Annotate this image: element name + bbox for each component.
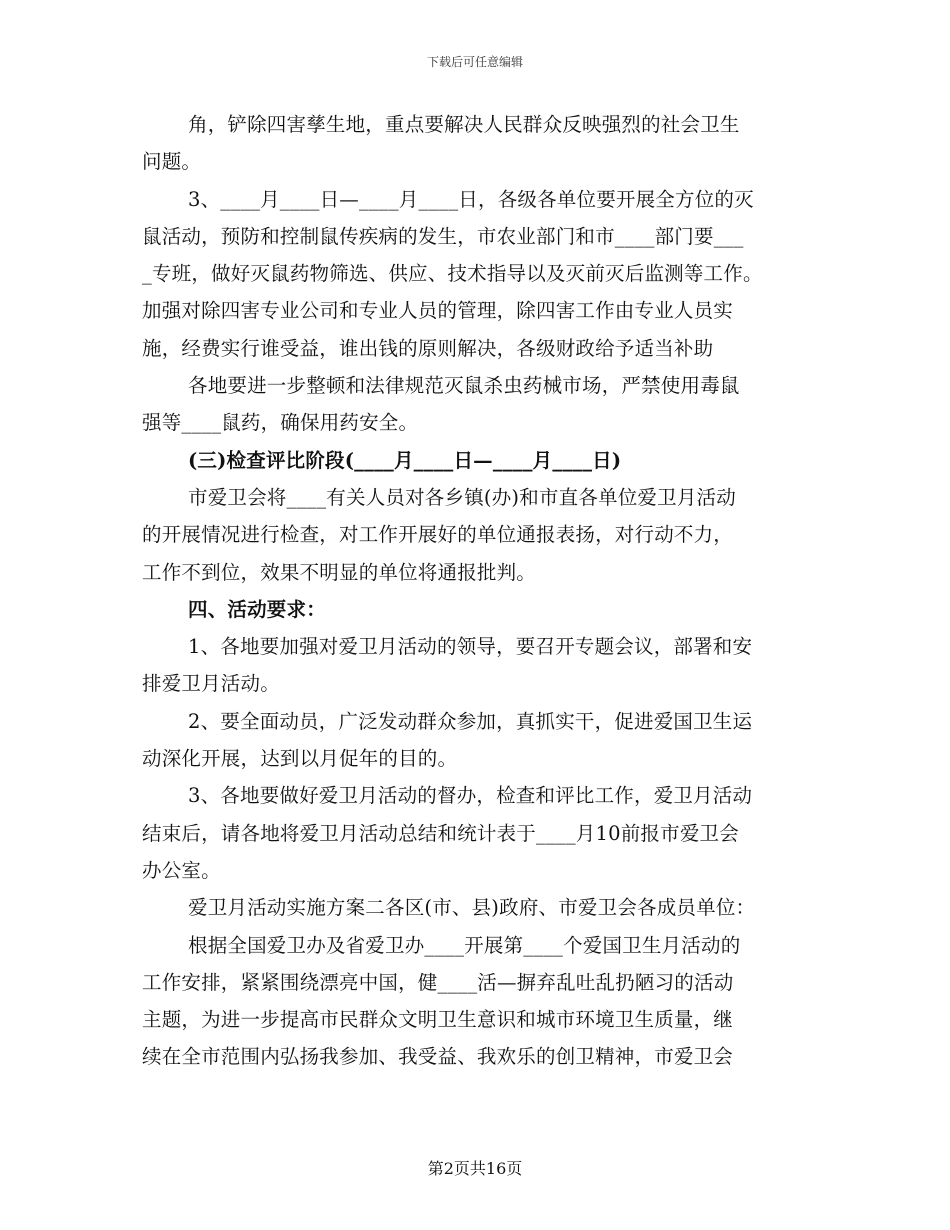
- text-line: 2、要全面动员，广泛发动群众参加，真抓实干，促进爱国卫生运: [188, 709, 753, 733]
- text-line: (三)检查评比阶段(____月____日—____月____日): [188, 448, 622, 472]
- text-line: 工作不到位，效果不明显的单位将通报批判。: [142, 560, 537, 584]
- text-line: 办公室。: [142, 858, 221, 882]
- text-line: 角，铲除四害孳生地，重点要解决人民群众反映强烈的社会卫生: [188, 113, 740, 136]
- text-line: 加强对除四害专业公司和专业人员的管理，除四害工作由专业人员实: [142, 299, 734, 323]
- page-footer: 第2页共16页: [427, 1159, 523, 1178]
- text-line: 四、活动要求：: [188, 597, 326, 621]
- text-line: 1、各地要加强对爱卫月活动的领导，要召开专题会议，部署和安: [188, 635, 753, 659]
- text-line: 问题。: [142, 150, 202, 174]
- page-header: 下载后可任意编辑: [426, 55, 523, 69]
- text-line: 3、各地要做好爱卫月活动的督办，检查和评比工作，爱卫月活动: [188, 784, 753, 808]
- text-line: 市爱卫会将____有关人员对各乡镇(办)和市直各单位爱卫月活动: [188, 485, 736, 509]
- text-line: 工作安排，紧紧围绕漂亮中国，健____活—摒弃乱吐乱扔陋习的活动: [142, 970, 734, 994]
- text-line: 结束后，请各地将爱卫月活动总结和统计表于____月10前报市爱卫会: [142, 821, 739, 845]
- text-line: _专班，做好灭鼠药物筛选、供应、技术指导以及灭前灭后监测等工作。: [142, 262, 763, 286]
- text-line: 强等____鼠药，确保用药安全。: [142, 411, 419, 435]
- text-line: 3、____月____日—____月____日，各级各单位要开展全方位的灭: [188, 187, 754, 211]
- document-body: [142, 106, 818, 1076]
- text-line: 排爱卫月活动。: [142, 672, 280, 696]
- text-line: 鼠活动，预防和控制鼠传疾病的发生，市农业部门和市____部门要___: [142, 224, 744, 248]
- text-line: 动深化开展，达到以月促年的目的。: [142, 747, 458, 771]
- text-line: 根据全国爱卫办及省爱卫办____开展第____个爱国卫生月活动的: [188, 933, 741, 957]
- text-line: 爱卫月活动实施方案二各区(市、县)政府、市爱卫会各成员单位：: [188, 896, 756, 920]
- text-line: 主题，为进一步提高市民群众文明卫生意识和城市环境卫生质量，继: [142, 1008, 734, 1032]
- text-line: 施，经费实行谁受益，谁出钱的原则解决，各级财政给予适当补助: [142, 336, 714, 360]
- text-line: 的开展情况进行检查，对工作开展好的单位通报表扬，对行动不力，: [142, 523, 734, 547]
- text-line: 续在全市范围内弘扬我参加、我受益、我欢乐的创卫精神，市爱卫会: [142, 1045, 734, 1069]
- text-line: 各地要进一步整顿和法律规范灭鼠杀虫药械市场，严禁使用毒鼠: [188, 374, 740, 398]
